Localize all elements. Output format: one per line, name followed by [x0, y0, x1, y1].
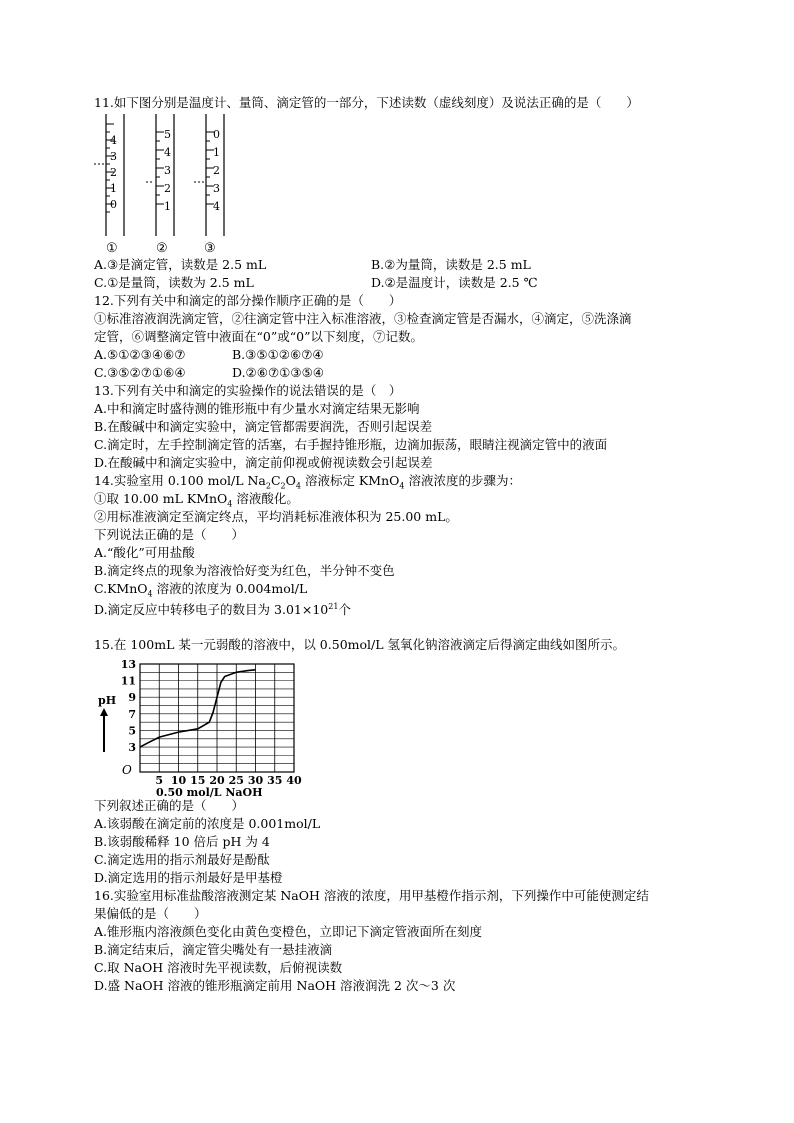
instrument-3-label: ③: [204, 241, 216, 256]
q14-option-a: A.“酸化”可用盐酸: [94, 545, 195, 560]
y-tick-label: 7: [128, 707, 136, 721]
q16-stem-line1: 16.实验室用标准盐酸溶液测定某 NaOH 溶液的浓度，用甲基橙作指示剂，下列操作中可能使测定结: [94, 888, 649, 903]
instrument-2-tick: 2: [164, 182, 171, 195]
q11-option-b: B.②为量筒，读数是 2.5 mL: [371, 257, 531, 272]
q16-option-a: A.锥形瓶内溶液颜色变化由黄色变橙色，立即记下滴定管液面所在刻度: [94, 924, 483, 939]
q16-option-d: D.盛 NaOH 溶液的锥形瓶滴定前用 NaOH 溶液润洗 2 次～3 次: [94, 978, 456, 993]
q15-option-b: B.该弱酸稀释 10 倍后 pH 为 4: [94, 834, 270, 849]
instrument-1-tick: 2: [110, 166, 117, 179]
instrument-2-label: ②: [156, 241, 168, 256]
y-tick-label: 5: [128, 724, 136, 738]
q13-stem: 13.下列有关中和滴定的实验操作的说法错误的是（ ）: [94, 383, 402, 398]
q13-option-d: D.在酸碱中和滴定实验中，滴定前仰视或俯视读数会引起误差: [94, 455, 433, 470]
chart-grid: [140, 664, 294, 772]
x-tick-label: 35: [267, 774, 283, 787]
instrument-3-burette: [194, 114, 224, 256]
y-axis-label: [98, 694, 116, 752]
q14-option-c: C.KMnO$_4$ 溶液的浓度为 0.004mol/L: [94, 581, 308, 599]
q12-body-line1: ①标准溶液润洗滴定管，②往滴定管中注入标准溶液，③检查滴定管是否漏水，④滴定，⑤洗涤滴: [94, 311, 632, 326]
q12-option-c: C.③⑤②⑦①⑥④: [94, 365, 186, 380]
q15-ask: 下列叙述正确的是（ ）: [94, 798, 245, 813]
q16-stem-line2: 果偏低的是（ ）: [94, 906, 207, 921]
q14-step1: ①取 10.00 mL KMnO$_4$ 溶液酸化。: [94, 491, 299, 509]
q14-stem: 14.实验室用 0.100 mol/L $Na_2C_2O_4$ 溶液标定 KMnO$_4$ 溶液浓度的步骤为：: [94, 473, 521, 491]
x-tick-label: 25: [228, 774, 244, 787]
q12-option-b: B.③⑤①②⑥⑦④: [232, 347, 324, 362]
q11-option-a: A.③是滴定管，读数是 2.5 mL: [94, 257, 267, 272]
q15-option-a: A.该弱酸在滴定前的浓度是 0.001mol/L: [94, 816, 321, 831]
instrument-2-tick: 4: [164, 146, 171, 159]
x-tick-label: 40: [286, 774, 302, 787]
titration-curve-chart: [94, 658, 309, 798]
q12-stem: 12.下列有关中和滴定的部分操作顺序正确的是（ ）: [94, 293, 402, 308]
y-tick-label: 3: [128, 741, 136, 755]
instrument-2-tick: 1: [164, 200, 171, 213]
q11-instruments-figure: [94, 112, 244, 257]
x-tick-label: 15: [190, 774, 206, 787]
q11-option-d: D.②是温度计，读数是 2.5 ℃: [371, 275, 538, 290]
q15-option-c: C.滴定选用的指示剂最好是酚酞: [94, 852, 270, 867]
instrument-1-tick: 1: [110, 182, 117, 195]
instrument-3-tick: 0: [213, 128, 220, 141]
q16-option-b: B.滴定结束后，滴定管尖嘴处有一悬挂液滴: [94, 942, 333, 957]
instrument-2-tick: 3: [164, 164, 171, 177]
x-tick-label: 5: [155, 774, 164, 787]
x-tick-label: 30: [247, 774, 264, 787]
q11-stem: 11.如下图分别是温度计、量筒、滴定管的一部分，下述读数（虚线刻度）及说法正确的是（ ）: [94, 95, 639, 110]
origin-label: O: [122, 763, 132, 777]
y-axis-title: pH: [98, 694, 117, 707]
instrument-3-tick: 1: [213, 146, 220, 159]
q15-option-d: D.滴定选用的指示剂最好是甲基橙: [94, 870, 283, 885]
x-tick-label: 10: [170, 774, 187, 787]
instrument-1-tick: 0: [110, 198, 117, 211]
q12-body-line2: 定管，⑥调整滴定管中液面在“0”或“0”以下刻度，⑦记数。: [94, 329, 423, 344]
instrument-1-tick: 4: [110, 134, 117, 147]
x-tick-label: 20: [209, 774, 225, 787]
q13-option-a: A.中和滴定时盛待测的锥形瓶中有少量水对滴定结果无影响: [94, 401, 420, 416]
q13-option-b: B.在酸碱中和滴定实验中，滴定管都需要润洗，否则引起误差: [94, 419, 433, 434]
instrument-3-tick: 2: [213, 164, 220, 177]
x-axis-title: 0.50 mol/L NaOH: [156, 786, 263, 798]
y-tick-label: 11: [120, 674, 136, 688]
q11-option-c: C.①是量筒，读数为 2.5 mL: [94, 275, 254, 290]
instrument-1-label: ①: [106, 241, 118, 256]
q13-option-c: C.滴定时，左手控制滴定管的活塞，右手握持锥形瓶，边滴加振荡，眼睛注视滴定管中的液面: [94, 437, 608, 452]
q14-step2: ②用标准液滴定至滴定终点，平均消耗标准液体积为 25.00 mL。: [94, 509, 458, 524]
instrument-1-thermometer: [94, 114, 124, 256]
q14-option-b: B.滴定终点的现象为溶液恰好变为红色，半分钟不变色: [94, 563, 395, 578]
instrument-3-tick: 4: [213, 200, 220, 213]
q16-option-c: C.取 NaOH 溶液时先平视读数，后俯视读数: [94, 960, 343, 975]
arrow-up-icon: [100, 708, 108, 716]
instrument-2-cylinder: [146, 114, 174, 256]
instrument-3-tick: 3: [213, 182, 220, 195]
y-tick-label: 13: [120, 658, 136, 671]
q14-option-d: D.滴定反应中转移电子的数目为 $3.01\times 10^{21}$个: [94, 602, 351, 618]
instrument-2-tick: 5: [164, 128, 171, 141]
y-tick-label: 9: [128, 691, 136, 705]
q14-ask: 下列说法正确的是（ ）: [94, 527, 245, 542]
q12-option-d: D.②⑥⑦①③⑤④: [232, 365, 324, 380]
q15-stem: 15.在 100mL 某一元弱酸的溶液中，以 0.50mol/L 氢氧化钠溶液滴定后得滴定曲线如图所示。: [94, 637, 626, 652]
q12-option-a: A.⑤①②③④⑥⑦: [94, 347, 186, 362]
instrument-1-tick: 3: [110, 150, 117, 163]
